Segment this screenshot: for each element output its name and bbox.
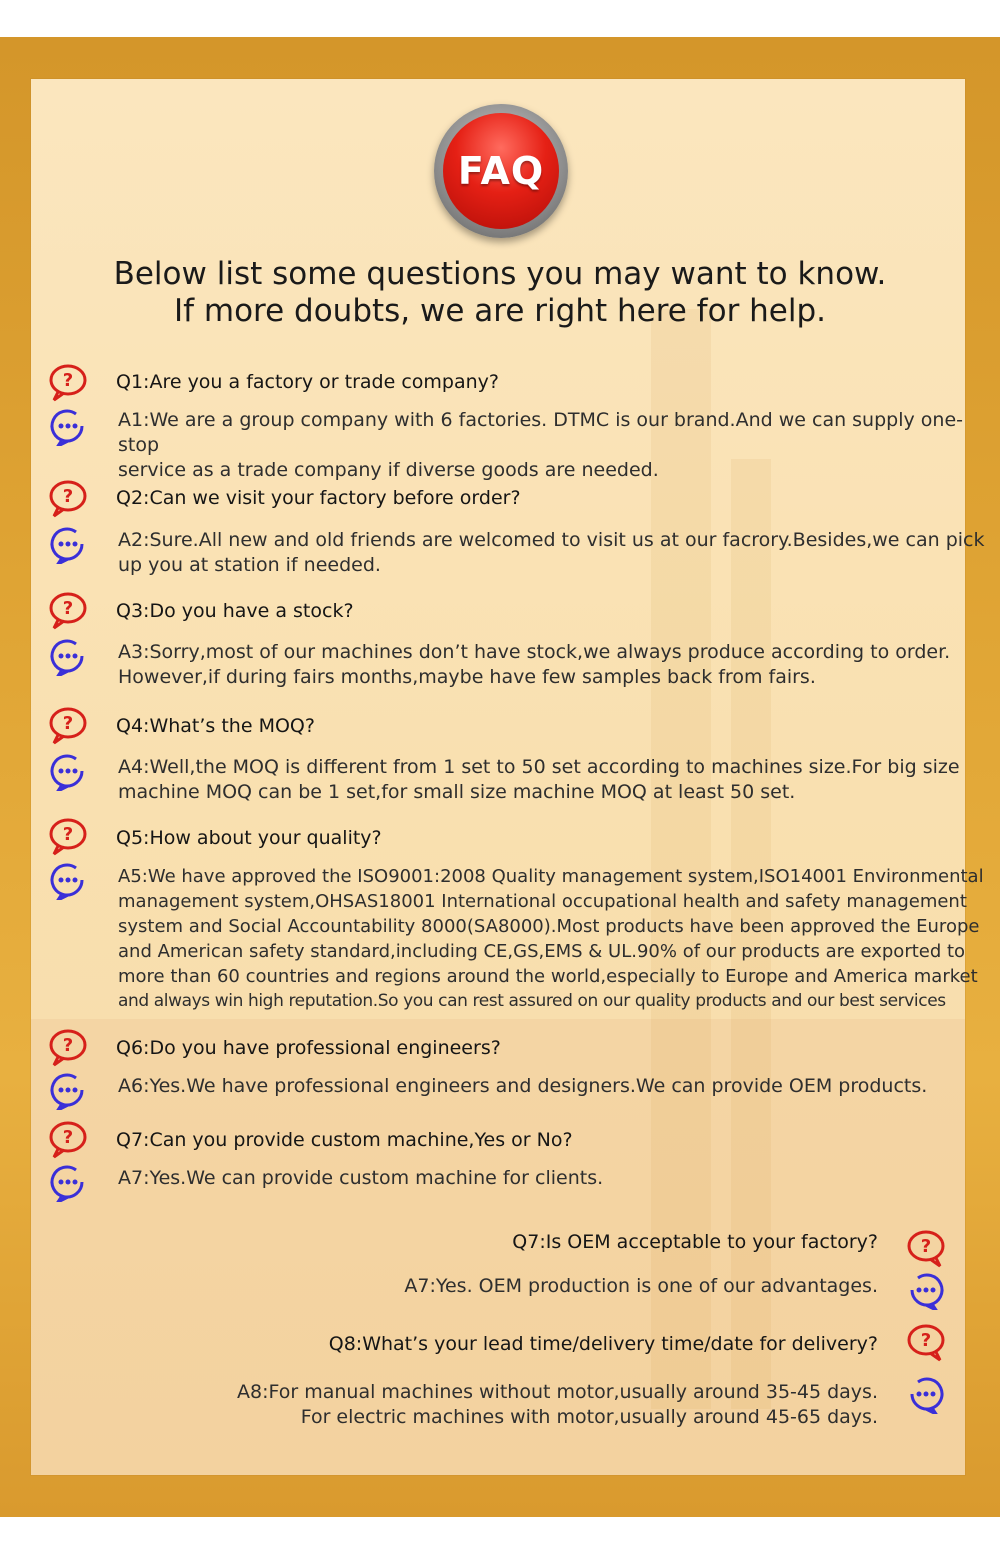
answer-lead-time: A8:For manual machines without motor,usually around 35-45 days. For electric machines with motor,usually around 45-65 days. (237, 1381, 878, 1428)
question-7: Q7:Can you provide custom machine,Yes or No? (116, 1129, 573, 1151)
answer-3: A3:Sorry,most of our machines don’t have stock,we always produce according to order. However,if during fairs months,maybe have few samples back from fairs. (118, 641, 951, 688)
question-oem: Q7:Is OEM acceptable to your factory? (512, 1231, 878, 1253)
question-3: Q3:Do you have a stock? (116, 600, 354, 622)
svg-text:?: ? (62, 598, 74, 619)
answer-5: A5:We have approved the ISO9001:2008 Quality management system,ISO14001 Environmental management system,OHSAS18001 International occupational health and safety management system and Social Accountability 8000(SA8000).Most products have been approved the Europe and American safety standard,including CE,GS,EMS & UL.90% of our products are exported to more than 60 countries and regions around the world,especially to Europe and America market and always win high reputation.So you can rest assured on our quality products and our best services (118, 866, 984, 1011)
chat-bubble-icon (48, 860, 88, 900)
svg-text:?: ? (920, 1236, 932, 1257)
intro-line-1: Below list some questions you may want to know. (113, 256, 887, 292)
answer-7: A7:Yes.We can provide custom machine for clients. (118, 1167, 604, 1189)
chat-bubble-icon (48, 1070, 88, 1110)
svg-text:?: ? (62, 824, 74, 845)
question-bubble-icon (48, 478, 88, 518)
question-5: Q5:How about your quality? (116, 827, 382, 849)
intro-line-2: If more doubts, we are right here for help. (173, 293, 827, 329)
question-bubble-icon (48, 590, 88, 630)
answer-1: A1:We are a group company with 6 factories. DTMC is our brand.And we can supply one-stop service as a trade company if diverse goods are needed. (118, 409, 963, 481)
question-6: Q6:Do you have professional engineers? (116, 1037, 501, 1059)
chat-bubble-icon (48, 524, 88, 564)
faq-badge-label: FAQ (443, 113, 559, 229)
chat-bubble-icon (48, 406, 88, 446)
intro-heading (0, 256, 1000, 330)
chat-bubble-icon (906, 1270, 946, 1310)
question-lead-time: Q8:What’s your lead time/delivery time/date for delivery? (328, 1333, 878, 1355)
answer-2: A2:Sure.All new and old friends are welcomed to visit us at our facrory.Besides,we can pick up you at station if needed. (118, 529, 985, 576)
question-bubble-icon (48, 816, 88, 856)
chat-bubble-icon (48, 636, 88, 676)
question-1: Q1:Are you a factory or trade company? (116, 371, 499, 393)
question-bubble-icon (48, 1119, 88, 1159)
svg-text:?: ? (62, 1127, 74, 1148)
faq-badge (434, 104, 568, 238)
question-bubble-icon (906, 1322, 946, 1362)
svg-text:?: ? (920, 1330, 932, 1351)
svg-text:?: ? (62, 486, 74, 507)
svg-text:?: ? (62, 1035, 74, 1056)
svg-text:?: ? (62, 713, 74, 734)
question-bubble-icon (48, 705, 88, 745)
question-2: Q2:Can we visit your factory before order? (116, 487, 521, 509)
chat-bubble-icon (48, 1162, 88, 1202)
question-4: Q4:What’s the MOQ? (116, 715, 315, 737)
question-bubble-icon (48, 362, 88, 402)
svg-text:?: ? (62, 370, 74, 391)
answer-6: A6:Yes.We have professional engineers and designers.We can provide OEM products. (118, 1075, 928, 1097)
answer-oem: A7:Yes. OEM production is one of our advantages. (404, 1275, 878, 1297)
answer-4: A4:Well,the MOQ is different from 1 set to 50 set according to machines size.For big size machine MOQ can be 1 set,for small size machine MOQ at least 50 set. (118, 756, 960, 803)
chat-bubble-icon (906, 1374, 946, 1414)
question-bubble-icon (48, 1027, 88, 1067)
chat-bubble-icon (48, 751, 88, 791)
question-bubble-icon (906, 1228, 946, 1268)
